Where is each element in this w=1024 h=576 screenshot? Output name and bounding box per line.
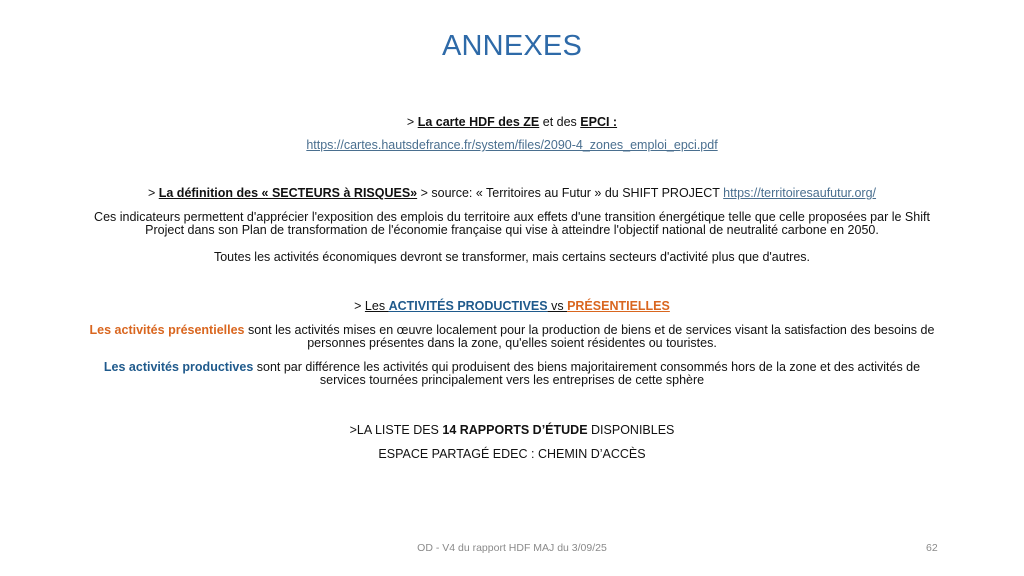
- source-text: > source: « Territoires au Futur » du SHIFT PROJECT: [417, 186, 724, 200]
- prefix: >: [147, 186, 159, 200]
- prefix: >: [406, 115, 418, 129]
- presentielles-paragraph: [80, 324, 944, 350]
- prefix: >: [354, 299, 365, 313]
- secteurs-paragraph-1: Ces indicateurs permettent d'apprécier l'exposition des emplois du territoire aux effets d'une transition énergétique telle que celle proposées par le Shift Project dans son Plan de transformation de l'économie française qui vise à atteindre l'objectif national de neutralité carbone en 2050.: [94, 210, 930, 237]
- joiner: et des: [539, 115, 581, 129]
- presentielles-label: PRÉSENTIELLES: [567, 299, 670, 313]
- productives-label: ACTIVITÉS PRODUCTIVES: [388, 299, 548, 313]
- espace-partage-line: ESPACE PARTAGÉ EDEC : CHEMIN D’ACCÈS: [378, 447, 646, 461]
- productives-lead: Les activités productives: [103, 360, 254, 374]
- secteurs-paragraph-2: Toutes les activités économiques devront se transformer, mais certains secteurs d'activité plus que d'autres.: [213, 250, 811, 264]
- productives-text: sont par différence les activités qui produisent des biens majoritairement consommés hors de la zone et des activités de services tournées principalement vers les entreprises de cette sphère: [253, 360, 921, 387]
- rapports-count: 14 RAPPORTS D’ÉTUDE: [442, 423, 588, 437]
- vs-label: vs: [547, 299, 568, 313]
- footer-text: OD - V4 du rapport HDF MAJ du 3/09/25: [417, 542, 607, 554]
- rapports-prefix: >LA LISTE DES: [349, 423, 443, 437]
- section-activites-heading: [0, 300, 1024, 313]
- section-carte-heading: [0, 116, 1024, 129]
- carte-link-row: [0, 139, 1024, 152]
- presentielles-lead: Les activités présentielles: [89, 323, 245, 337]
- carte-ze-label: La carte HDF des ZE: [417, 115, 540, 129]
- rapports-suffix: DISPONIBLES: [587, 423, 675, 437]
- epci-label: EPCI :: [580, 115, 618, 129]
- page-number: 62: [926, 542, 938, 554]
- page-title: ANNEXES: [442, 30, 582, 62]
- section-secteurs-heading: [0, 187, 1024, 200]
- carte-hdf-link[interactable]: https://cartes.hautsdefrance.fr/system/files/2090-4_zones_emploi_epci.pdf: [306, 138, 718, 152]
- territoires-au-futur-link[interactable]: https://territoiresaufutur.org/: [723, 186, 877, 200]
- presentielles-text: sont les activités mises en œuvre localement pour la production de biens et de services visant la satisfaction des besoins de personnes présentes dans la zone, qu'elles soient résidentes ou touristes.: [244, 323, 935, 350]
- rapports-heading: [0, 424, 1024, 437]
- productives-paragraph: [80, 361, 944, 387]
- les-label: Les: [364, 299, 389, 313]
- secteurs-risques-label: La définition des « SECTEURS à RISQUES»: [158, 186, 418, 200]
